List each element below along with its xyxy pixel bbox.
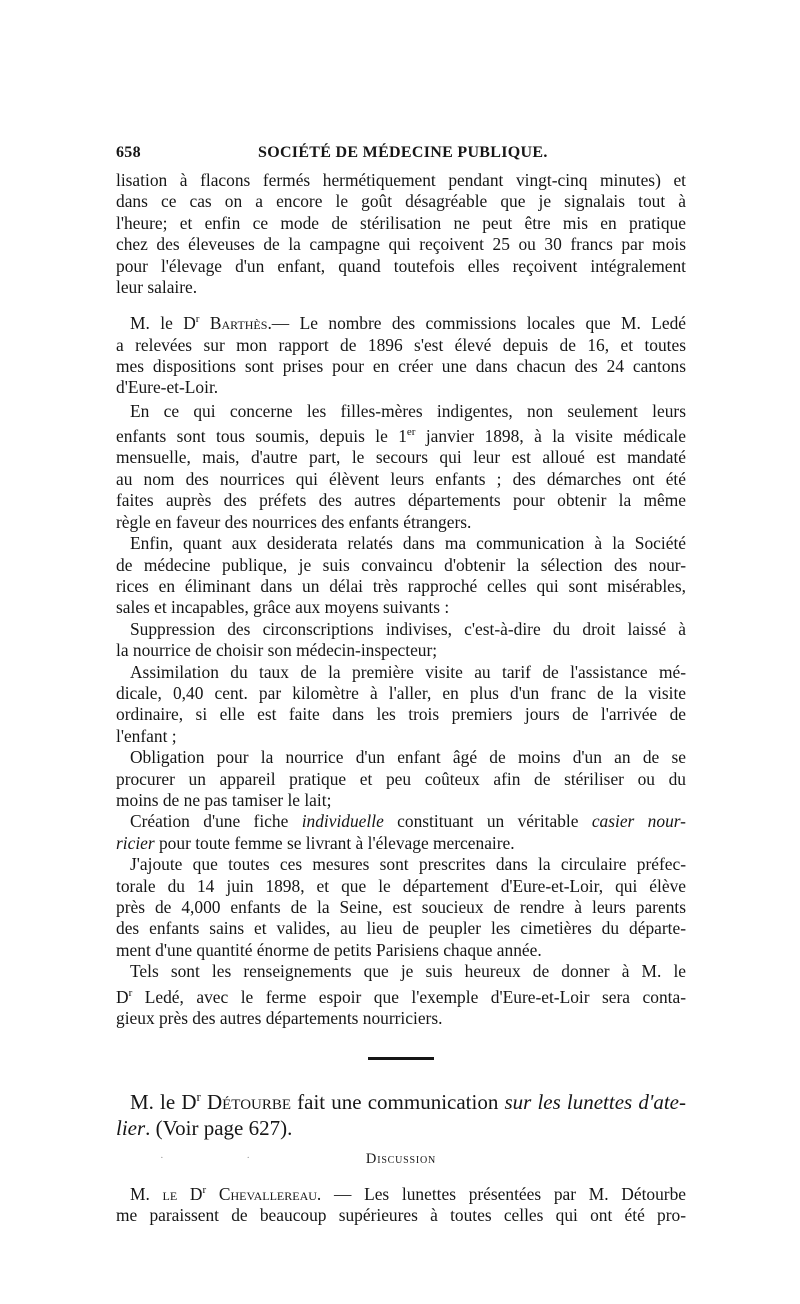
text-line: mes dispositions sont prises pour en créer une dans chacun des 24 cantons	[116, 356, 686, 377]
text-line: torale du 14 juin 1898, et que le département d'Eure-et-Loir, qui élève	[116, 875, 686, 896]
text-line: l'enfant ;	[116, 725, 177, 746]
paragraph-assimilation	[116, 662, 686, 748]
speaker-name: Chevallereau.	[218, 1184, 322, 1205]
text-line	[116, 811, 686, 832]
text-line: Suppression des circonscriptions indivises, c'est-à-dire du droit laissé à	[130, 618, 686, 639]
text-line: dans ce cas on a encore le goût désagréable que je signalais tout à	[116, 191, 686, 212]
text-fragment: — Les lunettes présentées par M. Détourbe	[321, 1184, 686, 1205]
text-line: chez des éleveuses de la campagne qui reçoivent 25 ou 30 francs par mois	[116, 234, 686, 255]
text-line: rices en éliminant dans un délai très rapproché celles qui sont misérables,	[116, 575, 686, 596]
text-line: de médecine publique, je suis convaincu d'obtenir la sélection des nour-	[116, 554, 686, 575]
text-line	[116, 833, 686, 854]
text-line	[116, 309, 686, 334]
text-line: Tels sont les renseignements que je suis heureux de donner à M. le	[130, 961, 686, 982]
text-line: dicale, 0,40 cent. par kilomètre à l'aller, en plus d'un franc de la visite	[116, 682, 686, 703]
text-line: règle en faveur des nourrices des enfants étrangers.	[116, 511, 472, 532]
speaker-name: Barthès.	[209, 313, 272, 334]
superscript: r	[202, 1184, 207, 1197]
text-line: près de 4,000 enfants de la Seine, est soucieux de rendre à leurs parents	[116, 897, 686, 917]
paragraph-renseignements	[116, 961, 686, 1029]
text-line: des enfants sains et valides, au lieu de peupler les cimetières du départe-	[116, 918, 686, 939]
text-line: moins de ne pas tamiser le lait;	[116, 789, 332, 810]
text-line: sales et incapables, grâce aux moyens suivants :	[116, 597, 450, 618]
paragraph-barthes	[116, 309, 686, 398]
text-line: pour l'élevage d'un enfant, quand toutefois elles reçoivent intégralement	[116, 255, 686, 276]
text-fragment: Ledé, avec le ferme espoir que l'exemple d'Eure-et-Loir sera conta-	[132, 986, 686, 1007]
text-line: ordinaire, si elle est faite dans les trois premiers jours de l'arrivée de	[116, 704, 686, 725]
running-head: SOCIÉTÉ DE MÉDECINE PUBLIQUE.	[258, 144, 548, 161]
speaker-prefix: M. le D	[130, 313, 196, 334]
text-line: l'heure; et enfin ce mode de stérilisation ne peut être mis en pratique	[116, 212, 686, 233]
text-line	[116, 983, 686, 1008]
text-line	[116, 422, 686, 447]
page-number: 658	[116, 144, 141, 161]
speaker-name: Détourbe	[206, 1090, 292, 1115]
text-line: En ce qui concerne les filles-mères indigentes, non seulement leurs	[130, 400, 686, 421]
speaker-sup: r	[195, 313, 200, 326]
text-fragment: enfants sont tous soumis, depuis le 1	[116, 426, 407, 447]
text-fragment: pour toute femme se livrant à l'élevage mercenaire.	[154, 832, 515, 853]
text-line: ment d'une quantité énorme de petits Parisiens chaque année.	[116, 939, 542, 960]
speaker-prefix: M. le D	[130, 1184, 203, 1205]
paragraph-filles-meres	[116, 401, 686, 533]
page-header	[116, 140, 686, 170]
superscript: r	[128, 986, 133, 999]
text-line	[116, 1115, 686, 1141]
text-line	[116, 1084, 686, 1115]
paragraph-circulaire	[116, 854, 686, 961]
text-line: lisation à flacons fermés hermétiquement pendant vingt-cinq minutes) et	[116, 170, 686, 190]
text-line: Obligation pour la nourrice d'un enfant âgé de moins d'un an de se	[130, 747, 686, 768]
paragraph-continuation	[116, 170, 686, 298]
text-line: J'ajoute que toutes ces mesures sont prescrites dans la circulaire préfec-	[130, 854, 686, 875]
text-line: gieux près des autres départements nourriciers.	[116, 1007, 443, 1028]
communication-notice	[116, 1084, 686, 1141]
text-line: mensuelle, mais, d'autre part, le secours qui leur est alloué est mandaté	[116, 447, 686, 468]
text-line: leur salaire.	[116, 277, 198, 298]
print-specks: · ·	[160, 1152, 291, 1164]
text-fragment: janvier 1898, à la visite médicale	[415, 426, 686, 447]
text-line: a relevées sur mon rapport de 1896 s'est élevé depuis de 16, et toutes	[116, 334, 686, 355]
paragraph-suppression	[116, 619, 686, 662]
text-fragment: fait une communication	[291, 1090, 505, 1115]
document-page	[116, 140, 686, 1227]
text-fragment: . (Voir page 627).	[145, 1116, 293, 1141]
text-line: Assimilation du taux de la première visite au tarif de l'assistance mé-	[130, 661, 686, 682]
italic-title: sur les lunettes d'ate-	[504, 1090, 686, 1115]
text-fragment: Création d'une fiche	[130, 811, 302, 832]
superscript: r	[196, 1089, 201, 1105]
text-line: Enfin, quant aux desiderata relatés dans ma communication à la Société	[130, 533, 686, 554]
paragraph-discussion	[116, 1180, 686, 1227]
text-fragment: D	[116, 986, 129, 1007]
paragraph-desiderata	[116, 533, 686, 619]
text-line: la nourrice de choisir son médecin-inspecteur;	[116, 640, 438, 661]
text-line: au nom des nourrices qui élèvent leurs enfants ; des démarches ont été	[116, 468, 686, 489]
paragraph-obligation	[116, 747, 686, 811]
paragraph-creation	[116, 811, 686, 854]
discussion-heading: Discussion	[365, 1151, 437, 1168]
text-line: procurer un appareil pratique et peu coûteux afin de stériliser ou du	[116, 768, 686, 789]
section-divider	[368, 1057, 434, 1060]
italic-term: casier nour-	[591, 811, 686, 832]
italic-term: ricier	[116, 832, 155, 853]
text-line: d'Eure-et-Loir.	[116, 377, 219, 398]
text-line: me paraissent de beaucoup supérieures à toutes celles qui ont été pro-	[116, 1205, 686, 1226]
text-line: faites auprès des préfets des autres départements pour obtenir la même	[116, 490, 686, 511]
text-fragment: M. le D	[130, 1090, 197, 1115]
text-line	[116, 1180, 686, 1205]
text-fragment: constituant un véritable	[383, 811, 592, 832]
italic-title: lier	[116, 1116, 146, 1141]
italic-term: individuelle	[301, 811, 384, 832]
superscript: er	[406, 426, 416, 439]
text-line-rest: — Le nombre des commissions locales que M. Ledé	[271, 313, 687, 334]
